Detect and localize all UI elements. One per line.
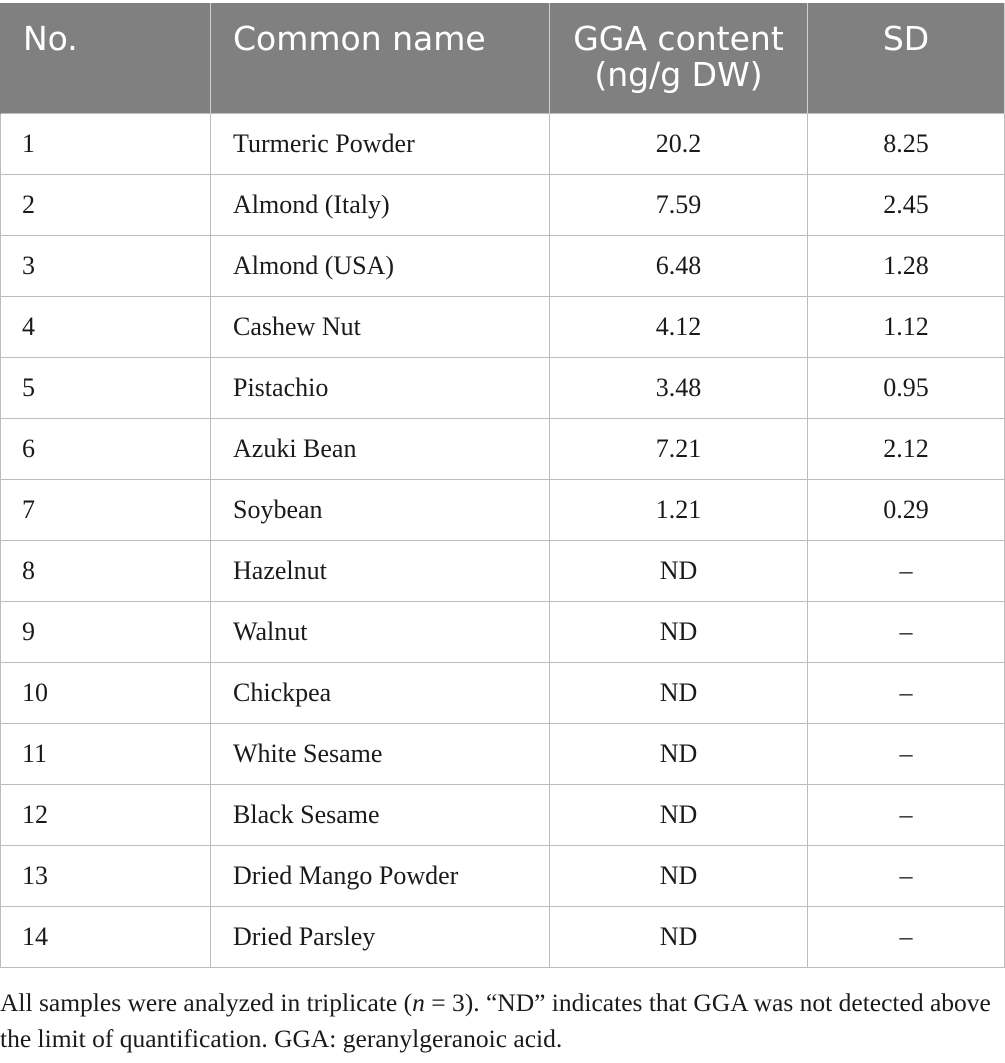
footnote-text-part1: All samples were analyzed in triplicate ( xyxy=(0,988,413,1017)
cell-no: 10 xyxy=(1,663,211,724)
header-common-name-label: Common name xyxy=(233,19,486,58)
cell-sd: – xyxy=(808,724,1005,785)
cell-gga-content: 6.48 xyxy=(550,236,808,297)
table-row xyxy=(1,480,1005,541)
cell-common-name: Almond (USA) xyxy=(211,236,550,297)
cell-no: 13 xyxy=(1,846,211,907)
cell-gga-content: 1.21 xyxy=(550,480,808,541)
cell-gga-content: 20.2 xyxy=(550,114,808,175)
footnote-text-part2: = 3). “ND” indicates that GGA was not detected above the limit of quantification. GGA: geranylgeranoic acid. xyxy=(0,988,991,1053)
cell-sd: – xyxy=(808,785,1005,846)
header-sd xyxy=(808,3,1005,114)
cell-sd: – xyxy=(808,846,1005,907)
cell-common-name: Cashew Nut xyxy=(211,297,550,358)
table-row xyxy=(1,236,1005,297)
cell-sd: 0.29 xyxy=(808,480,1005,541)
cell-no: 3 xyxy=(1,236,211,297)
cell-common-name: Soybean xyxy=(211,480,550,541)
cell-no: 11 xyxy=(1,724,211,785)
table-row xyxy=(1,541,1005,602)
cell-sd: 1.28 xyxy=(808,236,1005,297)
table-row xyxy=(1,419,1005,480)
cell-common-name: Hazelnut xyxy=(211,541,550,602)
cell-sd: – xyxy=(808,541,1005,602)
cell-no: 6 xyxy=(1,419,211,480)
data-table-container xyxy=(0,3,1004,968)
cell-no: 9 xyxy=(1,602,211,663)
cell-no: 8 xyxy=(1,541,211,602)
cell-gga-content: ND xyxy=(550,907,808,968)
cell-sd: 2.45 xyxy=(808,175,1005,236)
table-row xyxy=(1,114,1005,175)
table-row xyxy=(1,785,1005,846)
cell-gga-content: ND xyxy=(550,846,808,907)
cell-sd: 0.95 xyxy=(808,358,1005,419)
cell-gga-content: ND xyxy=(550,785,808,846)
cell-no: 1 xyxy=(1,114,211,175)
cell-common-name: Almond (Italy) xyxy=(211,175,550,236)
cell-gga-content: 7.21 xyxy=(550,419,808,480)
footnote-italic-n: n xyxy=(412,988,425,1017)
cell-common-name: Pistachio xyxy=(211,358,550,419)
cell-no: 14 xyxy=(1,907,211,968)
table-row xyxy=(1,297,1005,358)
cell-no: 12 xyxy=(1,785,211,846)
header-no xyxy=(1,3,211,114)
cell-common-name: White Sesame xyxy=(211,724,550,785)
table-row xyxy=(1,846,1005,907)
cell-common-name: Dried Mango Powder xyxy=(211,846,550,907)
cell-sd: – xyxy=(808,602,1005,663)
cell-common-name: Chickpea xyxy=(211,663,550,724)
cell-gga-content: ND xyxy=(550,663,808,724)
table-header xyxy=(1,3,1005,114)
table-row xyxy=(1,907,1005,968)
cell-common-name: Turmeric Powder xyxy=(211,114,550,175)
header-gga-content-unit: (ng/g DW) xyxy=(594,55,763,94)
cell-gga-content: ND xyxy=(550,602,808,663)
cell-gga-content: ND xyxy=(550,724,808,785)
header-no-label: No. xyxy=(23,19,78,58)
table-row xyxy=(1,724,1005,785)
table-row xyxy=(1,175,1005,236)
cell-sd: – xyxy=(808,907,1005,968)
cell-gga-content: ND xyxy=(550,541,808,602)
header-gga-content-label: GGA content xyxy=(573,19,784,58)
cell-common-name: Azuki Bean xyxy=(211,419,550,480)
cell-sd: 1.12 xyxy=(808,297,1005,358)
cell-gga-content: 7.59 xyxy=(550,175,808,236)
cell-common-name: Walnut xyxy=(211,602,550,663)
table-row xyxy=(1,358,1005,419)
cell-gga-content: 4.12 xyxy=(550,297,808,358)
header-gga-content xyxy=(550,3,808,114)
table-row xyxy=(1,663,1005,724)
cell-no: 4 xyxy=(1,297,211,358)
cell-sd: 8.25 xyxy=(808,114,1005,175)
cell-sd: 2.12 xyxy=(808,419,1005,480)
table-row xyxy=(1,602,1005,663)
header-sd-label: SD xyxy=(882,19,930,58)
cell-no: 5 xyxy=(1,358,211,419)
cell-common-name: Dried Parsley xyxy=(211,907,550,968)
gga-content-table xyxy=(0,3,1005,968)
header-row xyxy=(1,3,1005,114)
cell-common-name: Black Sesame xyxy=(211,785,550,846)
table-body xyxy=(1,114,1005,968)
cell-gga-content: 3.48 xyxy=(550,358,808,419)
cell-no: 2 xyxy=(1,175,211,236)
cell-no: 7 xyxy=(1,480,211,541)
header-common-name xyxy=(211,3,550,114)
cell-sd: – xyxy=(808,663,1005,724)
table-footnote xyxy=(0,985,1004,1057)
